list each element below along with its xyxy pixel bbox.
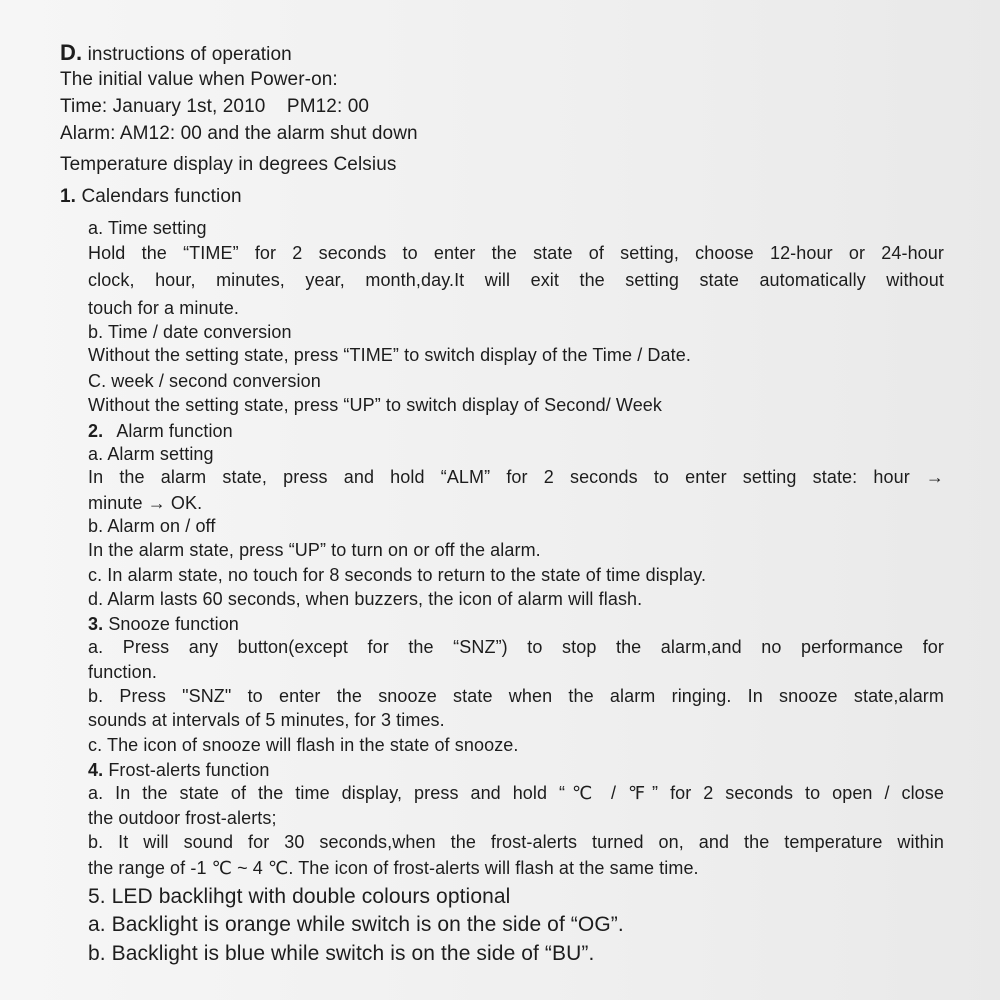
s4-a-line2: the outdoor frost-alerts;	[88, 808, 277, 828]
intro-alarm: Alarm: AM12: 00 and the alarm shut down	[60, 123, 418, 144]
s1-a-title: a. Time setting	[88, 218, 207, 238]
s4-number: 4.	[88, 760, 104, 780]
s2-heading	[88, 421, 233, 442]
s2-d-line1: d. Alarm lasts 60 seconds, when buzzers, the icon of alarm will flash.	[88, 589, 643, 609]
s3-a-line2: function.	[88, 662, 157, 682]
intro-temperature: Temperature display in degrees Celsius	[60, 154, 397, 175]
s1-a-line2: clock, hour, minutes, year, month,day.It will exit the setting state automatically without	[88, 270, 944, 290]
s1-title: Calendars function	[81, 186, 242, 207]
s3-a-line1: a. Press any button(except for the “SNZ”) to stop the alarm,and no performance for	[88, 637, 944, 657]
s1-b-title: b. Time / date conversion	[88, 322, 292, 342]
s5-title: 5. LED backlihgt with double colours optional	[88, 885, 511, 908]
s3-b-line1: b. Press "SNZ" to enter the snooze state when the alarm ringing. In snooze state,alarm	[88, 686, 944, 706]
s3-heading	[88, 614, 239, 635]
s2-b-line1: In the alarm state, press “UP” to turn on or off the alarm.	[88, 540, 541, 560]
s1-c-line1: Without the setting state, press “UP” to switch display of Second/ Week	[88, 395, 663, 415]
s2-a-line2: minute → OK.	[88, 493, 203, 513]
intro-time: Time: January 1st, 2010 PM12: 00	[60, 96, 370, 117]
section-heading	[60, 40, 292, 66]
s3-c-line1: c. The icon of snooze will flash in the state of snooze.	[88, 735, 519, 755]
s2-number: 2.	[88, 421, 104, 441]
s1-b-line1: Without the setting state, press “TIME” to switch display of the Time / Date.	[88, 345, 691, 365]
s1-heading	[60, 186, 242, 208]
s4-title: Frost-alerts function	[108, 760, 270, 780]
s1-a-line3: touch for a minute.	[88, 298, 239, 318]
s3-number: 3.	[88, 614, 104, 634]
s3-b-line2: sounds at intervals of 5 minutes, for 3 times.	[88, 710, 445, 730]
s2-b-title: b. Alarm on / off	[88, 516, 216, 536]
s4-b-line1: b. It will sound for 30 seconds,when the frost-alerts turned on, and the temperature within	[88, 832, 944, 852]
intro-initial-value: The initial value when Power-on:	[60, 69, 338, 90]
s2-c-line1: c. In alarm state, no touch for 8 seconds to return to the state of time display.	[88, 565, 707, 585]
s3-title: Snooze function	[108, 614, 239, 634]
s1-a-line1: Hold the “TIME” for 2 seconds to enter the state of setting, choose 12-hour or 24-hour	[88, 243, 944, 263]
s5-b-line1: b. Backlight is blue while switch is on the side of “BU”.	[88, 942, 595, 965]
section-title: instructions of operation	[87, 44, 292, 65]
s2-a-line1: In the alarm state, press and hold “ALM” for 2 seconds to enter setting state: hour →	[88, 467, 944, 487]
section-letter: D.	[60, 40, 83, 65]
s4-a-line1: a. In the state of the time display, press and hold “℃ / ℉” for 2 seconds to open / close	[88, 783, 944, 803]
s2-a-title: a. Alarm setting	[88, 444, 214, 464]
s5-a-line1: a. Backlight is orange while switch is on the side of “OG”.	[88, 913, 624, 936]
s2-title: Alarm function	[116, 421, 233, 441]
s4-heading	[88, 760, 269, 781]
s1-number: 1.	[60, 186, 77, 207]
s1-c-title: C. week / second conversion	[88, 371, 321, 391]
s4-b-line2: the range of -1 ℃ ~ 4 ℃. The icon of frost-alerts will flash at the same time.	[88, 858, 699, 878]
